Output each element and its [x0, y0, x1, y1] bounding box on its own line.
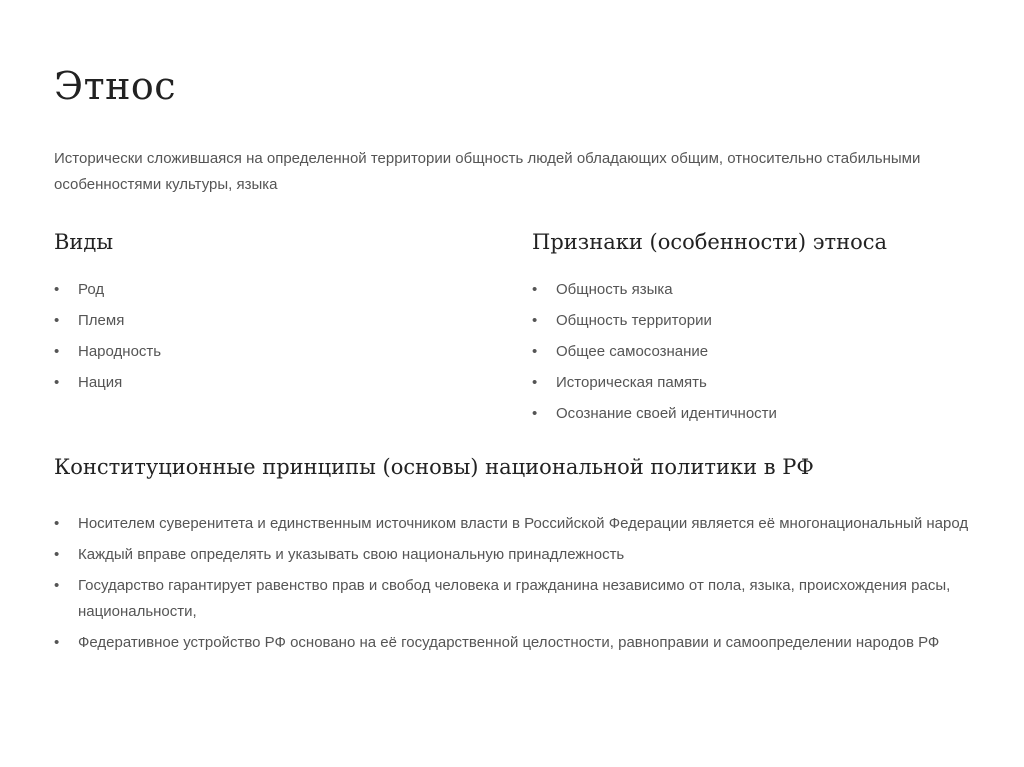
bullet-icon: • [532, 405, 538, 422]
principles-heading: Конституционные принципы (основы) национальной политики в РФ [54, 455, 814, 479]
list-item-text: Нация [78, 374, 123, 391]
bullet-icon: • [54, 374, 60, 391]
list-item-text: Племя [78, 312, 125, 329]
list-item-text: Народность [78, 343, 162, 360]
list-item-text: Род [78, 281, 105, 298]
bullet-icon: • [532, 374, 538, 391]
list-item-text: Осознание своей идентичности [556, 405, 777, 422]
list-item [532, 371, 972, 394]
list-item-text: Общность языка [556, 281, 673, 298]
bullet-icon: • [54, 343, 60, 360]
list-item [532, 309, 972, 332]
types-list [54, 278, 474, 402]
list-item [54, 371, 474, 394]
list-item-text: Носителем суверенитета и единственным источником власти в Российской Федерации является её многонациональный народ [78, 515, 969, 532]
list-item [532, 340, 972, 363]
bullet-icon: • [54, 312, 60, 329]
bullet-icon: • [532, 281, 538, 298]
types-heading: Виды [54, 230, 114, 254]
bullet-icon: • [54, 577, 60, 594]
list-item-text: Историческая память [556, 374, 707, 391]
bullet-icon: • [532, 312, 538, 329]
list-item [54, 278, 474, 301]
list-item [532, 278, 972, 301]
list-item [532, 402, 972, 425]
list-item [54, 630, 974, 656]
page-title: Этнос [54, 64, 177, 108]
list-item-text: Государство гарантирует равенство прав и свобод человека и гражданина независимо от пола, языка, происхождения расы, национальности, [78, 577, 951, 620]
list-item [54, 542, 974, 568]
bullet-icon: • [54, 515, 60, 532]
list-item [54, 573, 974, 625]
bullet-icon: • [54, 281, 60, 298]
list-item [54, 340, 474, 363]
list-item-text: Общность территории [556, 312, 712, 329]
signs-heading: Признаки (особенности) этноса [532, 230, 888, 254]
bullet-icon: • [54, 634, 60, 651]
list-item-text: Общее самосознание [556, 343, 709, 360]
list-item-text: Федеративное устройство РФ основано на её государственной целостности, равноправии и самоопределении народов РФ [78, 634, 940, 651]
list-item-text: Каждый вправе определять и указывать свою национальную принадлежность [78, 546, 625, 563]
bullet-icon: • [54, 546, 60, 563]
list-item [54, 309, 474, 332]
list-item [54, 511, 974, 537]
signs-list [532, 278, 972, 433]
principles-list [54, 511, 974, 661]
bullet-icon: • [532, 343, 538, 360]
definition-text: Исторически сложившаяся на определенной территории общность людей обладающих общим, относительно стабильными особенностями культуры, языка [54, 150, 921, 193]
